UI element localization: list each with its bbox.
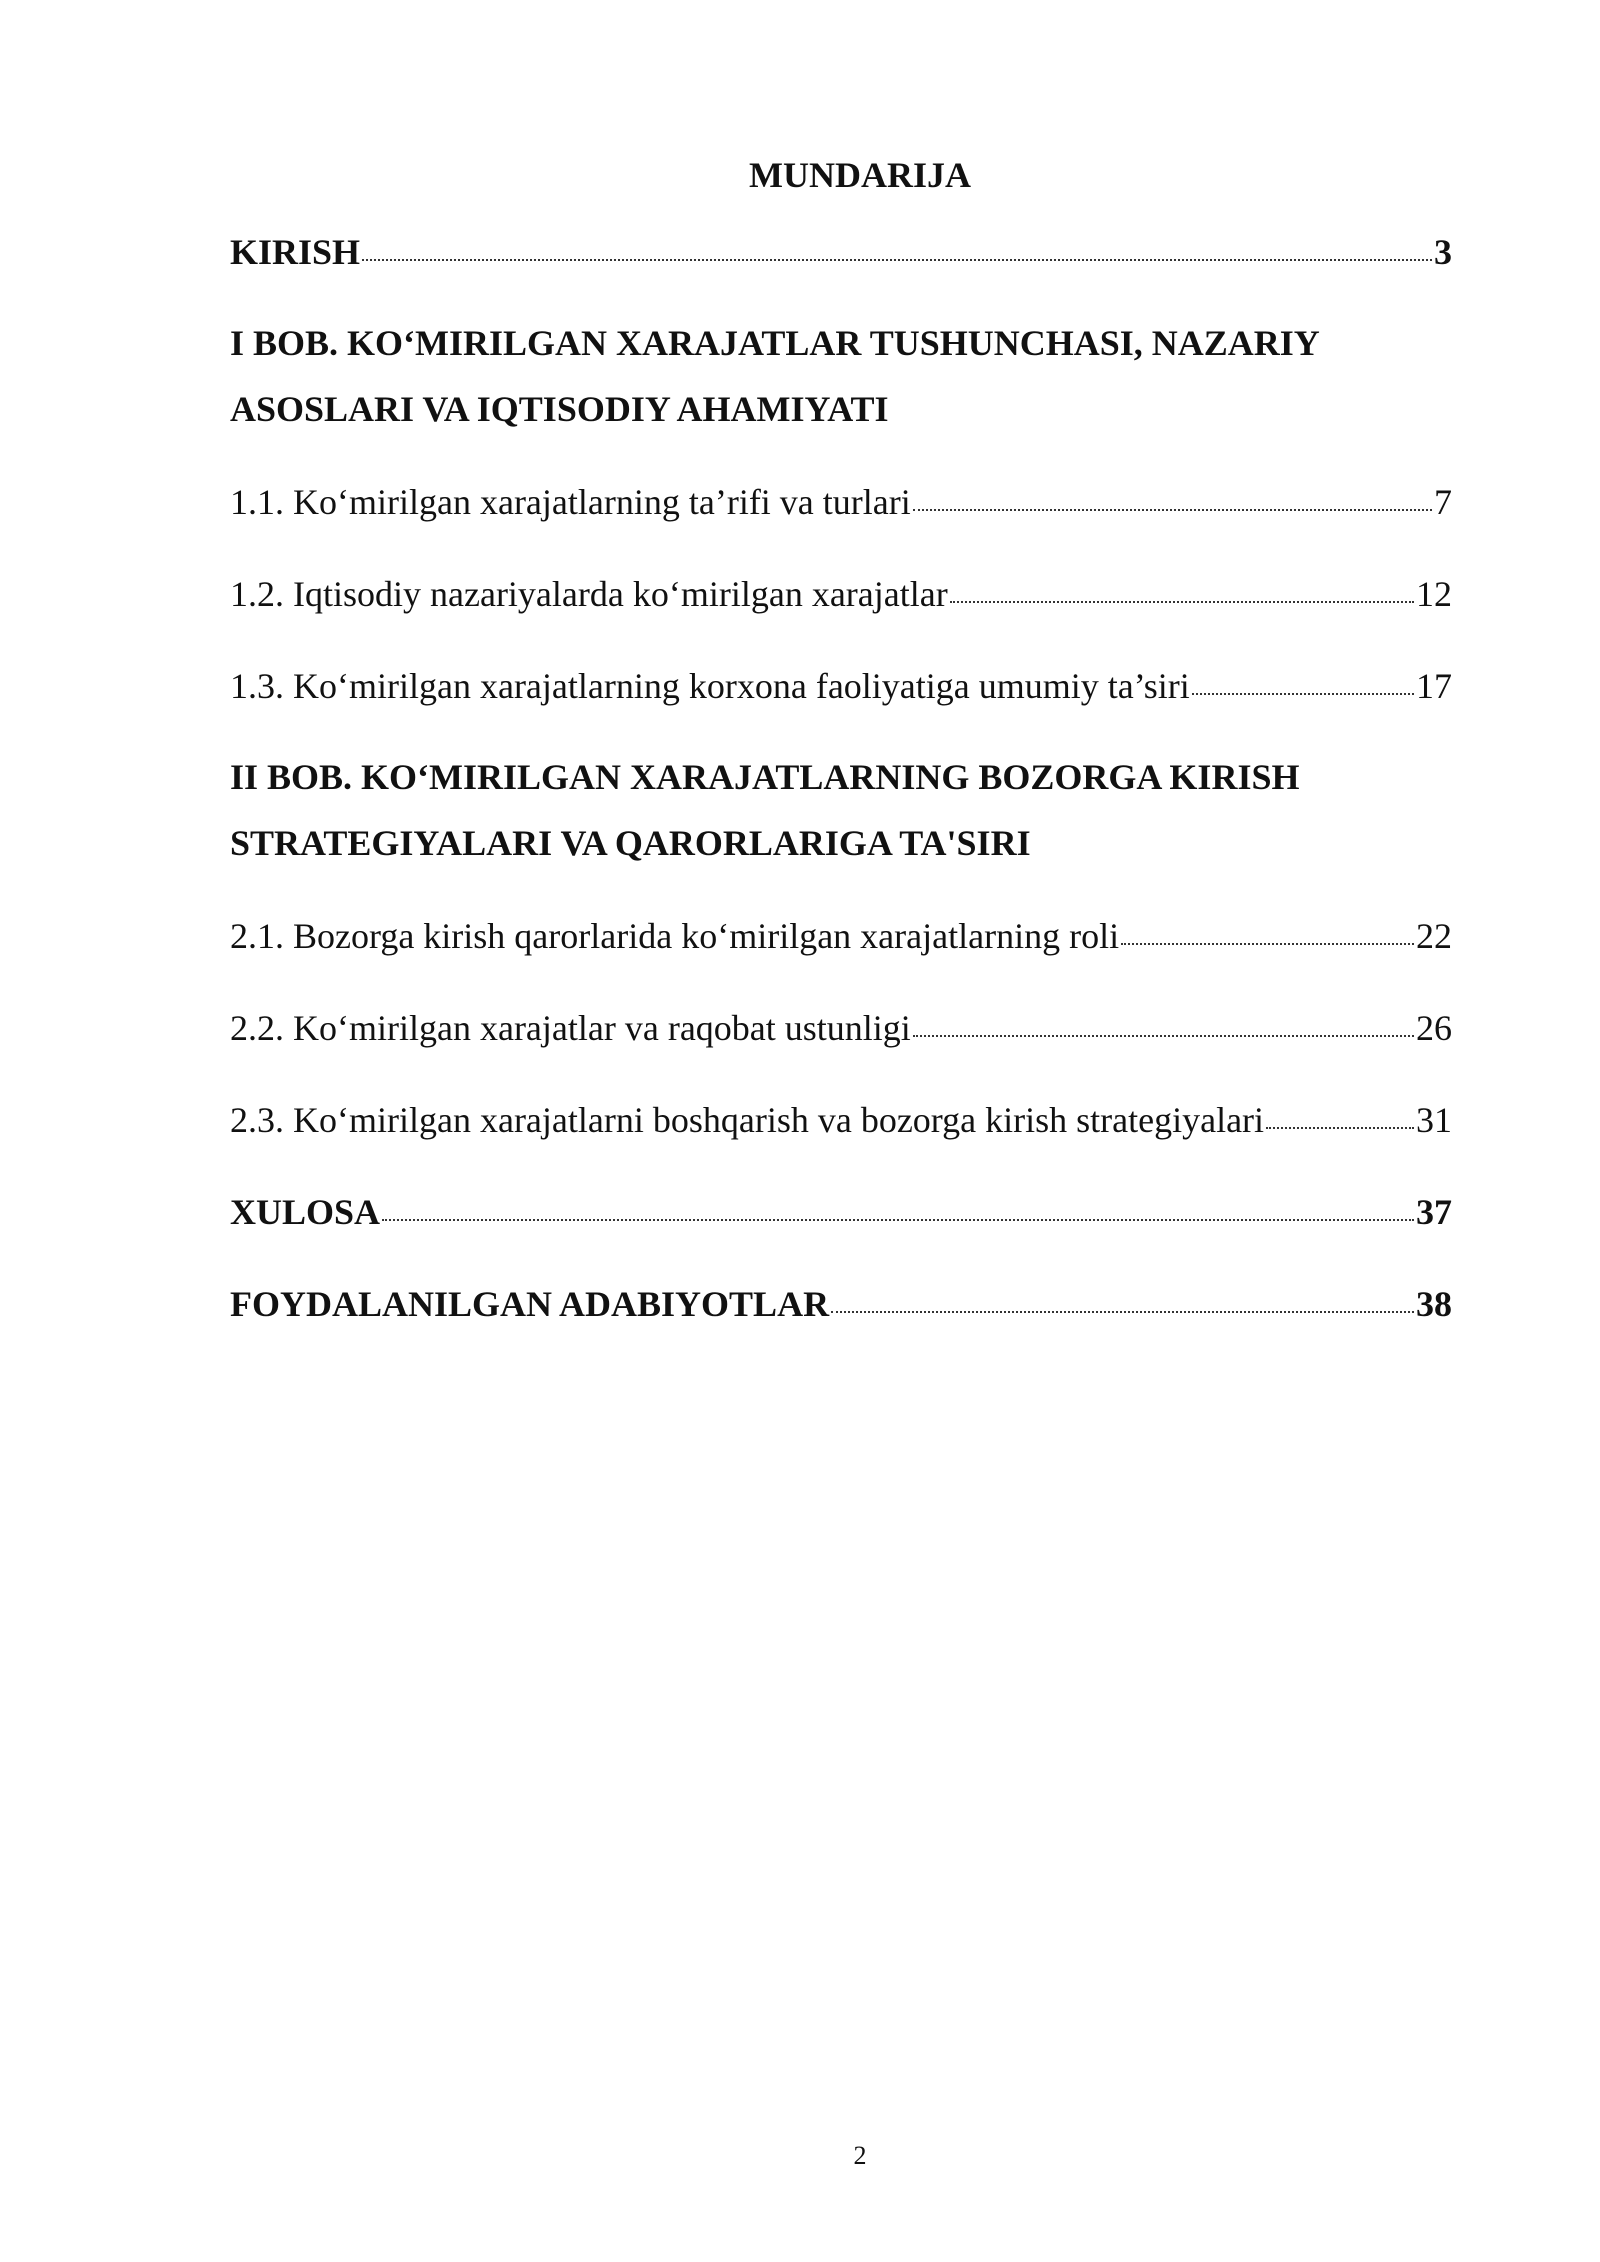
toc-entry-conclusion[interactable] (230, 1187, 1452, 1237)
toc-entry-2-2[interactable] (230, 1003, 1452, 1053)
dot-leader (913, 509, 1432, 511)
dot-leader (1121, 943, 1414, 945)
dot-leader (382, 1219, 1414, 1221)
toc-entry-references[interactable] (230, 1279, 1452, 1329)
toc-entry-page: 38 (1416, 1284, 1452, 1324)
toc-entry-1-3[interactable] (230, 661, 1452, 711)
toc-entry-label: 1.3. Ko‘mirilgan xarajatlarning korxona faoliyatiga umumiy ta’siri (230, 666, 1190, 706)
toc-chapter-1[interactable]: I BOB. KO‘MIRILGAN XARAJATLAR TUSHUNCHASI, NAZARIY ASOSLARI VA IQTISODIY AHAMIYATI (230, 323, 1319, 429)
dot-leader (950, 601, 1414, 603)
toc-title: MUNDARIJA (749, 155, 971, 195)
toc-entry-intro[interactable] (230, 227, 1452, 277)
dot-leader (831, 1311, 1414, 1313)
toc-entry-2-3[interactable] (230, 1095, 1452, 1145)
dot-leader (913, 1035, 1414, 1037)
toc-entry-page: 3 (1434, 232, 1452, 272)
toc-entry-label: XULOSA (230, 1192, 381, 1232)
toc-entry-page: 17 (1416, 666, 1452, 706)
dot-leader (1192, 693, 1414, 695)
toc-entry-2-1[interactable] (230, 911, 1452, 961)
toc-entry-label: FOYDALANILGAN ADABIYOTLAR (230, 1284, 830, 1324)
toc-chapter-2[interactable]: II BOB. KO‘MIRILGAN XARAJATLARNING BOZORGA KIRISH STRATEGIYALARI VA QARORLARIGA TA'SIRI (230, 757, 1300, 863)
toc-entry-label: 1.1. Ko‘mirilgan xarajatlarning ta’rifi va turlari (230, 482, 911, 522)
dot-leader (362, 259, 1432, 261)
toc-entry-page: 26 (1416, 1008, 1452, 1048)
toc-entry-1-2[interactable] (230, 569, 1452, 619)
toc-entry-label: 2.1. Bozorga kirish qarorlarida ko‘mirilgan xarajatlarning roli (230, 916, 1120, 956)
toc-entry-page: 37 (1416, 1192, 1452, 1232)
toc-entry-page: 12 (1416, 574, 1452, 614)
page-number: 2 (853, 2141, 867, 2170)
toc-entry-label: 1.2. Iqtisodiy nazariyalarda ko‘mirilgan xarajatlar (230, 574, 948, 614)
toc-entry-page: 22 (1416, 916, 1452, 956)
toc-entry-label: 2.3. Ko‘mirilgan xarajatlarni boshqarish va bozorga kirish strategiyalari (230, 1100, 1265, 1140)
dot-leader (1266, 1127, 1414, 1129)
toc-entry-1-1[interactable] (230, 477, 1452, 527)
toc-entry-label: 2.2. Ko‘mirilgan xarajatlar va raqobat ustunligi (230, 1008, 911, 1048)
toc-entry-label: KIRISH (230, 232, 361, 272)
toc-entry-page: 31 (1416, 1100, 1452, 1140)
toc-entry-page: 7 (1434, 482, 1452, 522)
